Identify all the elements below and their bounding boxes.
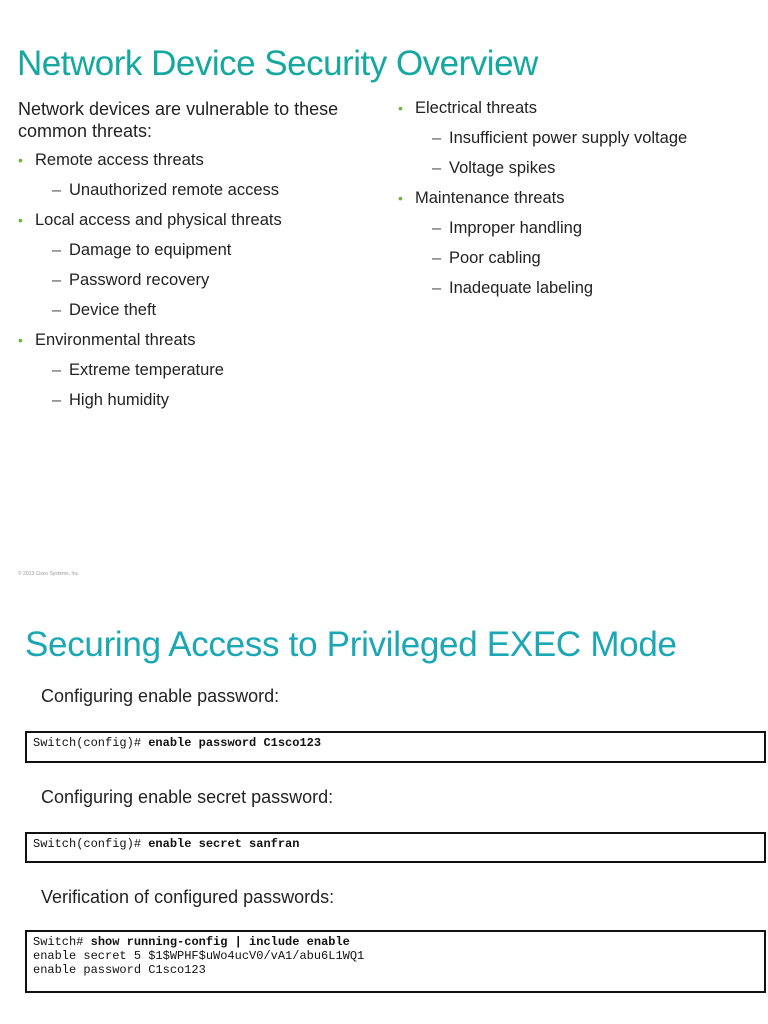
threat-sub-item: [52, 240, 378, 260]
threat-sub-item: [432, 248, 738, 268]
left-threat-list: [18, 150, 378, 410]
threat-sub-list: [35, 180, 378, 200]
threat-sub-label: Damage to equipment: [69, 241, 232, 259]
slide1-title: Network Device Security Overview: [17, 44, 538, 83]
threat-sub-item: [432, 128, 738, 148]
code-box-verification: [25, 930, 766, 993]
threat-sub-item: [52, 180, 378, 200]
label-verification: Verification of configured passwords:: [41, 887, 335, 907]
threat-sub-label: Extreme temperature: [69, 361, 224, 379]
threat-sub-label: Poor cabling: [449, 249, 541, 267]
label-enable-password: Configuring enable password:: [41, 686, 280, 706]
threat-bullet: [398, 98, 738, 178]
threat-sub-list: [35, 360, 378, 410]
cli-prompt: Switch(config)#: [33, 736, 142, 750]
dash-icon: –: [52, 391, 62, 409]
intro-line-1: Network devices are vulnerable to these: [18, 99, 339, 119]
cli-command: enable secret sanfran: [148, 837, 300, 851]
threat-category-label: Electrical threats: [415, 99, 537, 117]
code-box-enable-password: [25, 731, 766, 763]
code-line: [33, 935, 758, 949]
dash-icon: –: [432, 129, 442, 147]
slide2-title: Securing Access to Privileged EXEC Mode: [25, 625, 677, 664]
bullet-dot-icon: •: [18, 332, 23, 348]
bullet-dot-icon: •: [398, 100, 403, 116]
threat-sub-item: [432, 158, 738, 178]
cli-prompt: Switch#: [33, 935, 84, 949]
code-line: [33, 736, 758, 750]
left-column: [18, 98, 378, 420]
threat-bullet: [18, 330, 378, 410]
threat-sub-list: [415, 218, 738, 298]
cli-prompt: Switch(config)#: [33, 837, 142, 851]
cli-command: show running-config | include enable: [90, 935, 350, 949]
cli-output-line: enable password C1sco123: [33, 963, 206, 977]
threat-bullet: [18, 150, 378, 200]
code-line: [33, 837, 758, 851]
threat-bullet: [398, 188, 738, 298]
threat-category-label: Maintenance threats: [415, 189, 565, 207]
dash-icon: –: [432, 279, 442, 297]
dash-icon: –: [52, 241, 62, 259]
threat-sub-label: Unauthorized remote access: [69, 181, 280, 199]
threat-sub-label: Password recovery: [69, 271, 210, 289]
threat-sub-label: Voltage spikes: [449, 159, 556, 177]
threat-sub-label: Improper handling: [449, 219, 582, 237]
threat-sub-item: [52, 270, 378, 290]
dash-icon: –: [432, 159, 442, 177]
cli-output-line: enable secret 5 $1$WPHF$uWo4ucV0/vA1/abu6L1WQ1: [33, 949, 365, 963]
threat-sub-list: [35, 240, 378, 320]
threat-sub-item: [432, 278, 738, 298]
intro-text: [18, 98, 378, 142]
threat-sub-label: Device theft: [69, 301, 157, 319]
dash-icon: –: [52, 271, 62, 289]
threat-sub-label: High humidity: [69, 391, 169, 409]
bullet-dot-icon: •: [398, 190, 403, 206]
threat-sub-label: Inadequate labeling: [449, 279, 594, 297]
bullet-dot-icon: •: [18, 152, 23, 168]
threat-sub-label: Insufficient power supply voltage: [449, 129, 688, 147]
threat-category-label: Remote access threats: [35, 151, 204, 169]
intro-line-2: common threats:: [18, 121, 153, 141]
dash-icon: –: [52, 181, 62, 199]
dash-icon: –: [52, 361, 62, 379]
right-column: [398, 98, 738, 308]
dash-icon: –: [432, 219, 442, 237]
label-enable-secret: Configuring enable secret password:: [41, 787, 334, 807]
cli-command: enable password C1sco123: [148, 736, 322, 750]
dash-icon: –: [432, 249, 442, 267]
dash-icon: –: [52, 301, 62, 319]
right-threat-list: [398, 98, 738, 298]
threat-sub-item: [52, 390, 378, 410]
threat-sub-item: [432, 218, 738, 238]
copyright-footer: © 2013 Cisco Systems, Inc.: [18, 571, 80, 577]
code-box-enable-secret: [25, 832, 766, 863]
threat-bullet: [18, 210, 378, 320]
bullet-dot-icon: •: [18, 212, 23, 228]
threat-category-label: Environmental threats: [35, 331, 196, 349]
threat-category-label: Local access and physical threats: [35, 211, 282, 229]
threat-sub-list: [415, 128, 738, 178]
threat-sub-item: [52, 360, 378, 380]
threat-sub-item: [52, 300, 378, 320]
